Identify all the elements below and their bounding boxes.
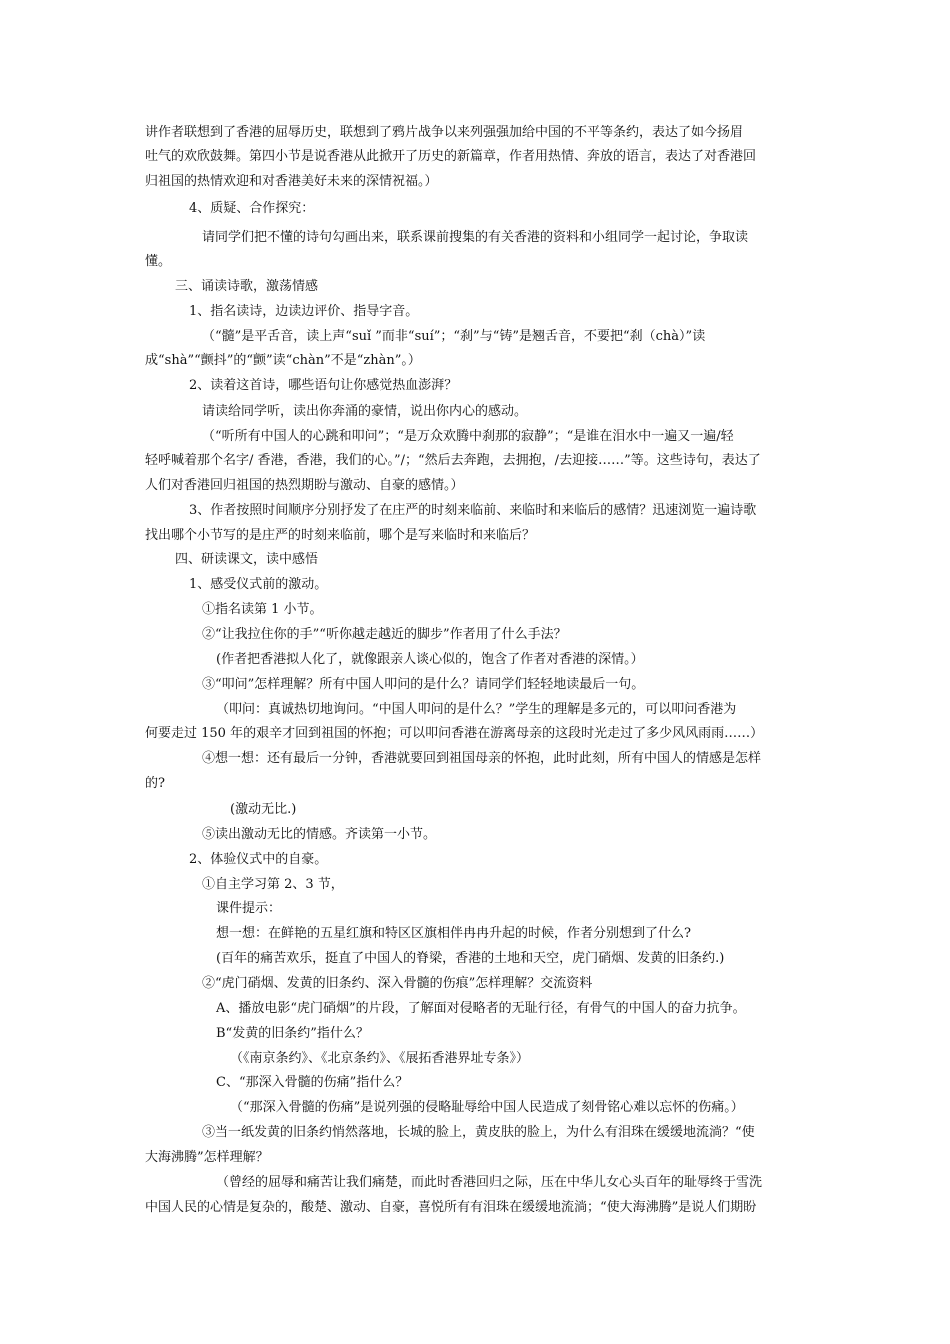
text-line: 课件提示： <box>216 901 282 916</box>
text-line: 4、质疑、合作探究： <box>189 201 315 216</box>
text-line: 2、读着这首诗，哪些语句让你感觉热血澎湃？ <box>189 378 458 393</box>
text-line: 2、体验仪式中的自豪。 <box>189 852 328 867</box>
text-line: 懂。 <box>145 254 172 269</box>
text-line: 成“shà”“颤抖”的“颤”读“chàn”不是“zhàn”。） <box>145 353 421 368</box>
text-line: ⑤读出激动无比的情感。齐读第一小节。 <box>202 827 437 842</box>
section-heading: 三、诵读诗歌，激荡情感 <box>175 279 319 294</box>
text-line: 人们对香港回归祖国的热烈期盼与激动、自豪的感情。） <box>145 478 464 493</box>
text-line: （叩问：真诚热切地询问。“中国人叩问的是什么？”学生的理解是多元的，可以叩问香港为 <box>216 702 737 717</box>
text-line: B“发黄的旧条约”指什么？ <box>216 1026 369 1041</box>
text-line: 的? <box>145 776 165 791</box>
text-line: 请同学们把不懂的诗句勾画出来，联系课前搜集的有关香港的资料和小组同学一起讨论，争取读 <box>202 230 749 245</box>
text-line: 想一想：在鲜艳的五星红旗和特区区旗相伴冉冉升起的时候，作者分别想到了什么? <box>216 926 691 941</box>
text-line: ①指名读第 1 小节。 <box>202 602 323 617</box>
text-line: 讲作者联想到了香港的屈辱历史，联想到了鸦片战争以来列强强加给中国的不平等条约，表达了如今扬眉 <box>145 125 744 140</box>
text-line: ①自主学习第 2、3 节， <box>202 877 344 892</box>
text-line: 中国人民的心情是复杂的，酸楚、激动、自豪，喜悦所有有泪珠在缓缓地流淌；“使大海沸腾”是说人们期盼 <box>145 1200 757 1215</box>
text-line: ②“虎门硝烟、发黄的旧条约、深入骨髓的伤痕”怎样理解？交流资料 <box>202 976 593 991</box>
text-line: ④想一想：还有最后一分钟，香港就要回到祖国母亲的怀抱，此时此刻，所有中国人的情感是怎样 <box>202 751 762 766</box>
text-line: 轻呼喊着那个名字/ 香港，香港，我们的心。”/；“然后去奔跑，去拥抱，/去迎接……”等。这些诗句，表达了 <box>145 453 761 468</box>
text-line: （曾经的屈辱和痛苦让我们痛楚，而此时香港回归之际，压在中华儿女心头百年的耻辱终于雪洗 <box>216 1175 763 1190</box>
text-line: 大海沸腾”怎样理解？ <box>145 1150 269 1165</box>
text-line: 找出哪个小节写的是庄严的时刻来临前，哪个是写来临时和来临后？ <box>145 528 536 543</box>
text-line: 3、作者按照时间顺序分别抒发了在庄严的时刻来临前、来临时和来临后的感情？迅速浏览一遍诗歌 <box>189 503 757 518</box>
text-line: 请读给同学听，读出你奔涌的豪情，说出你内心的感动。 <box>202 404 528 419</box>
text-line: 归祖国的热情欢迎和对香港美好未来的深情祝福。） <box>145 174 438 189</box>
text-line: ③“叩问”怎样理解？所有中国人叩问的是什么？请同学们轻轻地读最后一句。 <box>202 677 645 692</box>
text-line: 何要走过 150 年的艰辛才回到祖国的怀抱；可以叩问香港在游离母亲的这段时光走过了多少风风雨雨……） <box>145 726 764 741</box>
text-line: ③当一纸发黄的旧条约悄然落地，长城的脸上，黄皮肤的脸上，为什么有泪珠在缓缓地流淌？“使 <box>202 1125 755 1140</box>
text-line: （《南京条约》、《北京条约》、《展拓香港界址专条》） <box>230 1051 530 1066</box>
text-line: 吐气的欢欣鼓舞。第四小节是说香港从此掀开了历史的新篇章，作者用热情、奔放的语言，表达了对香港回 <box>145 149 757 164</box>
text-line: （“髓”是平舌音，读上声“suǐ ”而非“suí”；“刹”与“铸”是翘舌音，不要把“刹（chà）”读 <box>202 329 706 344</box>
text-line: (激动无比.) <box>230 802 297 817</box>
text-line: C、“那深入骨髓的伤痛”指什么？ <box>216 1075 409 1090</box>
text-line: (作者把香港拟人化了，就像跟亲人谈心似的，饱含了作者对香港的深情。） <box>216 652 644 667</box>
section-heading: 四、研读课文，读中感悟 <box>175 552 319 567</box>
text-line: （“听所有中国人的心跳和叩问”；“是万众欢腾中刹那的寂静”；“是谁在泪水中一遍又一遍/轻 <box>202 429 734 444</box>
text-line: (百年的痛苦欢乐，挺直了中国人的脊梁，香港的土地和天空，虎门硝烟、发黄的旧条约.) <box>216 951 725 966</box>
text-line: （“那深入骨髓的伤痛”是说列强的侵略耻辱给中国人民造成了刻骨铭心难以忘怀的伤痛。） <box>230 1100 744 1115</box>
text-line: 1、指名读诗，边读边评价、指导字音。 <box>189 304 419 319</box>
text-line: A、播放电影“虎门硝烟”的片段，了解面对侵略者的无耻行径，有骨气的中国人的奋力抗争。 <box>216 1001 746 1016</box>
text-line: 1、感受仪式前的激动。 <box>189 577 328 592</box>
text-line: ②“让我拉住你的手”“听你越走越近的脚步”作者用了什么手法？ <box>202 627 567 642</box>
